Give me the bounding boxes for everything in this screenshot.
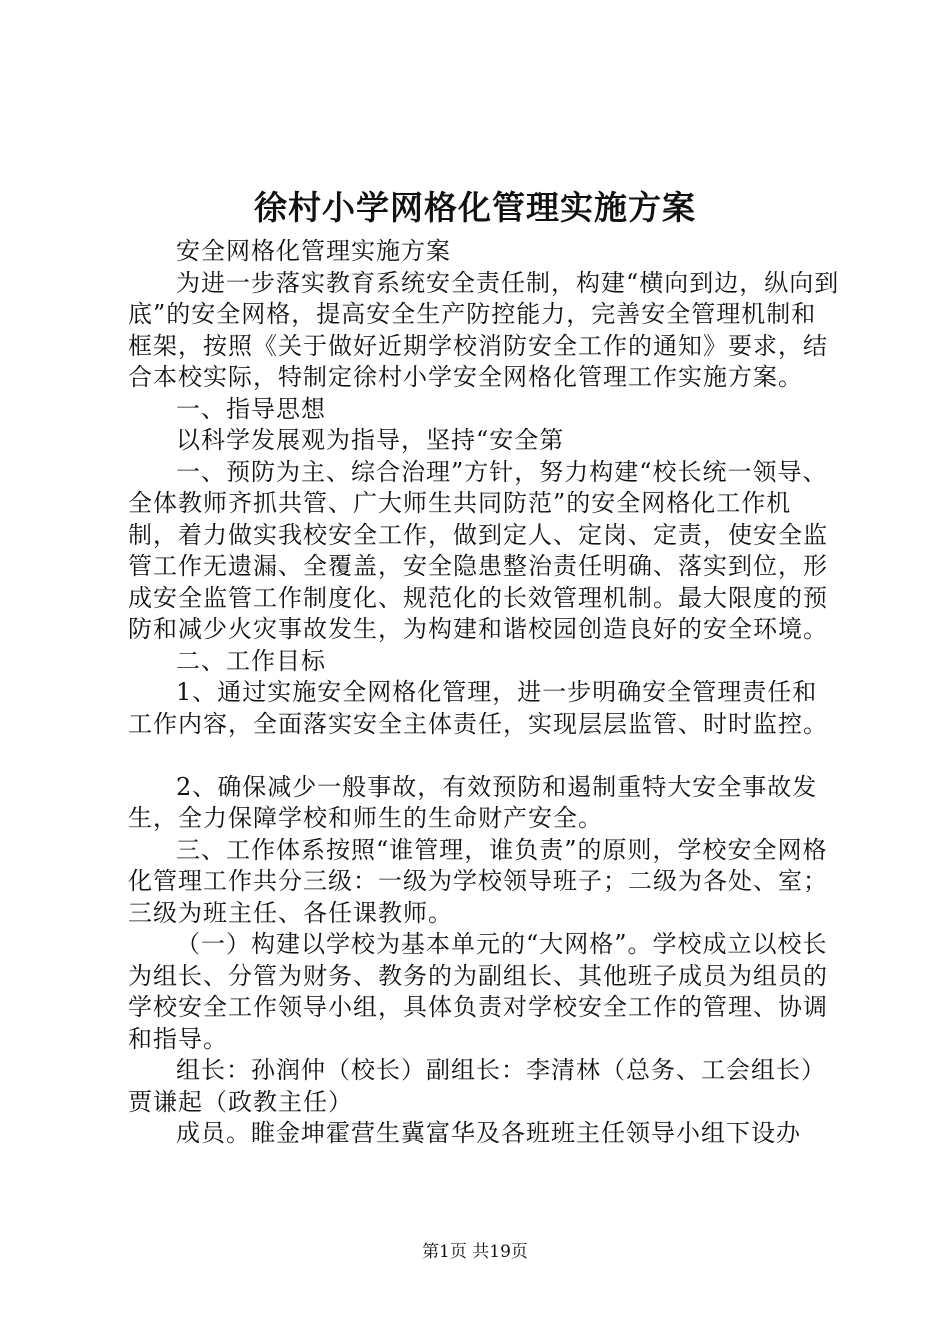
paragraph-intro: 为进一步落实教育系统安全责任制，构建“横向到边，纵向到底”的安全网格，提高安全生产防控能力，完善安全管理机制和框架，按照《关于做好近期学校消防安全工作的通知》要求，结合本校实际，特制定徐村小学安全网格化管理工作实施方案。 — [128, 268, 840, 391]
paragraph-big-grid: （一）构建以学校为基本单元的“大网格”。学校成立以校长为组长、分管为财务、教务的为副组长、其他班子成员为组员的学校安全工作领导小组，具体负责对学校安全工作的管理、协调和指导。 — [128, 930, 828, 1053]
paragraph-guiding-2: 一、预防为主、综合治理”方针，努力构建“校长统一领导、全体教师齐抓共管、广大师生共同防范”的安全网格化工作机制，着力做实我校安全工作，做到定人、定岗、定责，使安全监管工作无遗漏、全覆盖，安全隐患整治责任明确、落实到位，形成安全监管工作制度化、规范化的长效管理机制。最大限度的预防和减少火灾事故发生，为构建和谐校园创造良好的安全环境。 — [128, 457, 828, 643]
paragraph-work-system: 三、工作体系按照“谁管理，谁负责”的原则，学校安全网格化管理工作共分三级：一级为学校领导班子；二级为各处、室；三级为班主任、各任课教师。 — [128, 835, 828, 927]
paragraph-leaders: 组长：孙润仲（校长）副组长：李清林（总务、工会组长）贾谦起（政教主任） — [128, 1056, 826, 1116]
document-body — [128, 236, 840, 1150]
paragraph-guiding-1: 以科学发展观为指导，坚持“安全第 — [176, 426, 565, 454]
paragraph-goal-1: 1、通过实施安全网格化管理，进一步明确安全管理责任和工作内容，全面落实安全主体责任，实现层层监管、时时监控。 — [128, 678, 828, 738]
section-heading-guiding-ideology: 一、指导思想 — [176, 394, 326, 423]
paragraph-subtitle: 安全网格化管理实施方案 — [176, 237, 451, 265]
paragraph-goal-2: 2、确保减少一般事故，有效预防和遏制重特大安全事故发生，全力保障学校和师生的生命财产安全。 — [128, 772, 818, 832]
page-footer: 第1页 共19页 — [422, 1242, 528, 1262]
section-heading-work-goals: 二、工作目标 — [176, 646, 326, 675]
document-title: 徐村小学网格化管理实施方案 — [254, 188, 696, 227]
paragraph-members: 成员。睢金坤霍营生冀富华及各班班主任领导小组下设办 — [176, 1119, 801, 1147]
